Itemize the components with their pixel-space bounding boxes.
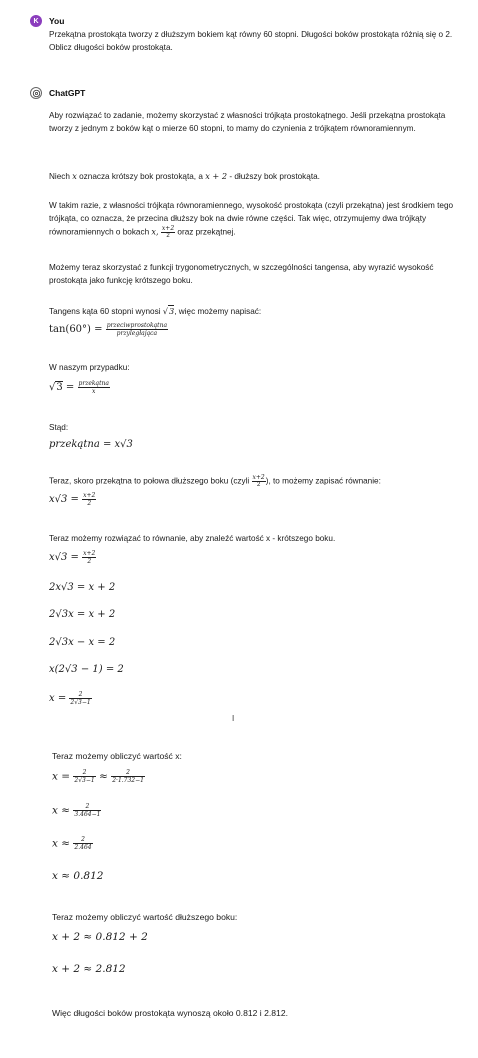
user-avatar: K [30, 15, 42, 27]
equation-step-6: x = $\frac{2}{2√3-1}$ [49, 691, 91, 706]
user-message-text: Przekątna prostokąta tworzy z dłuższym bokiem kąt równy 60 stopni. Długości boków prostokąta różnią się o 2. Oblicz długości boków prostokąta. [49, 30, 453, 52]
equation-step-5: x(2√3 − 1) = 2 [49, 664, 124, 675]
paragraph-half: Teraz, skoro przekątna to połowa dłuższego boku (czyli $\frac{x+2}{2}$ ), to możemy zapisać równanie: [49, 474, 381, 489]
paragraph-tangent: Możemy teraz skorzystać z funkcji trygonometrycznych, w szczególności tangensa, aby wyrazić wysokość prostokąta jako funkcję krótszego boku. [49, 263, 434, 286]
equation-xsqrt3: x√3 = $\frac{x+2}{2}$ [49, 492, 96, 507]
equation-step-2: 2x√3 = x + 2 [49, 582, 116, 593]
paragraph-intro: Aby rozwiązać to zadanie, możemy skorzystać z własności trójkąta prostokątnego. Jeśli przekątna prostokąta tworzy z jednym z boków kąt o mierze 60 stopni, to mamy do czynienia z trójkątem równoramiennym. [49, 111, 446, 134]
paragraph-tan60: Tangens kąta 60 stopni wynosi √3, więc możemy napisać: [49, 306, 262, 317]
paragraph-hence: Stąd: [49, 423, 69, 433]
user-message [30, 14, 470, 54]
equation-x-approx-2: x ≈ $\frac{2}{2.464}$ [52, 836, 92, 851]
equation-x-result: x ≈ 0.812 [52, 870, 104, 882]
equation-x-approx-1: x ≈ $\frac{2}{3.464-1}$ [52, 803, 101, 818]
paragraph-solve: Teraz możemy rozwiązać to równanie, aby znaleźć wartość x - krótszego boku. [49, 534, 336, 544]
equation-tan: tan(60°) = $\frac{\text{przeciwprostokątna}}{\text{przyległająca}}$ [49, 322, 168, 337]
equation-longer-2: x + 2 ≈ 2.812 [52, 963, 126, 975]
equation-sqrt3: √3 = $\frac{\text{przekątna}}{x}$ [49, 380, 109, 395]
paragraph-define-x: Niech x oznacza krótszy bok prostokąta, a x + 2 - dłuższy bok prostokąta. [49, 171, 320, 182]
text-cursor-icon: I [232, 714, 235, 723]
assistant-message [30, 86, 470, 100]
paragraph-compute-longer: Teraz możemy obliczyć wartość dłuższego boku: [52, 911, 238, 922]
equation-x-value: x = $\frac{2}{2√3-1}$ ≈ $\frac{2}{2\cdot 1.732-1}$ [52, 769, 144, 784]
user-name: You [49, 16, 65, 26]
paragraph-isosceles: W takim razie, z własności trójkąta równoramiennego, wysokość prostokąta (czyli przekątna) jest środkiem tego trójkąta, co oznacza, że przecina dłuższy bok na dwie równe części. Tak więc, otrzymujemy dwa trójkąty równoramiennych o bokach x, $\frac{x+2}{2}$ oraz przekątnej. [49, 201, 454, 240]
paragraph-compute-x: Teraz możemy obliczyć wartość x: [52, 750, 182, 761]
equation-step-4: 2√3x − x = 2 [49, 637, 116, 648]
equation-step-3: 2√3x = x + 2 [49, 609, 116, 620]
assistant-name: ChatGPT [49, 88, 86, 98]
openai-logo-icon [30, 87, 42, 99]
equation-diagonal: przekątna = x√3 [49, 439, 133, 450]
equation-step-1: x√3 = $\frac{x+2}{2}$ [49, 550, 96, 565]
paragraph-our-case: W naszym przypadku: [49, 363, 130, 373]
equation-longer-1: x + 2 ≈ 0.812 + 2 [52, 931, 148, 943]
paragraph-conclusion: Więc długości boków prostokąta wynoszą około 0.812 i 2.812. [52, 1007, 288, 1018]
